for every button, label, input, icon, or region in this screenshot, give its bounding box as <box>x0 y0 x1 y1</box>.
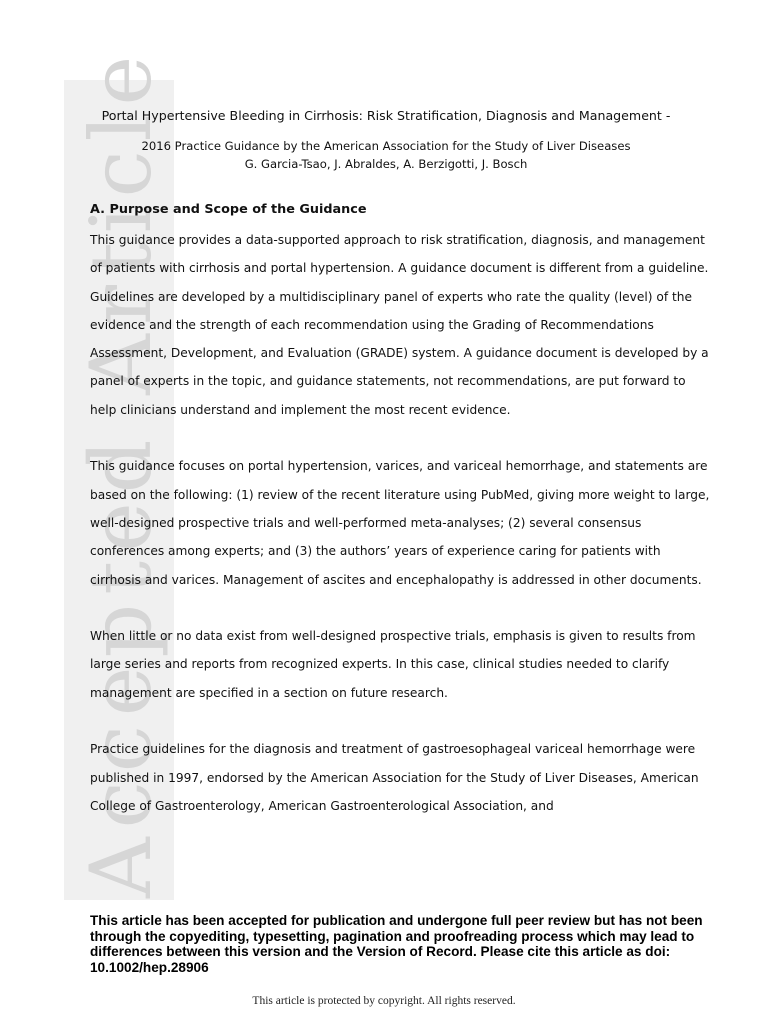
article-subtitle: 2016 Practice Guidance by the American Association for the Study of Liver Diseases <box>141 139 631 153</box>
section-body <box>90 226 710 849</box>
accepted-article-watermark: Accepted Article <box>72 46 170 898</box>
copyright-footer: This article is protected by copyright. All rights reserved. <box>252 995 516 1007</box>
body-paragraph: Practice guidelines for the diagnosis and treatment of gastroesophageal variceal hemorrhage were published in 1997, endorsed by the American Association for the Study of Liver Diseases, American College of Gastroenterology, American Gastroenterological Association, and <box>90 742 699 813</box>
section-heading: A. Purpose and Scope of the Guidance <box>90 202 367 217</box>
body-paragraph: When little or no data exist from well-designed prospective trials, emphasis is given to results from large series and reports from recognized experts. In this case, clinical studies needed to clarify management are specified in a section on future research. <box>90 629 696 700</box>
article-subtitle-block <box>86 137 686 173</box>
article-authors: G. Garcia-Tsao, J. Abraldes, A. Berzigotti, J. Bosch <box>244 157 528 171</box>
body-paragraph: This guidance provides a data-supported approach to risk stratification, diagnosis, and management of patients with cirrhosis and portal hypertension. A guidance document is different from a guideline. Guidelines are developed by a multidisciplinary panel of experts who rate the quality (level) of the evidence and the strength of each recommendation using the Grading of Recommendations Assessment, Development, and Evaluation (GRADE) system. A guidance document is developed by a panel of experts in the topic, and guidance statements, not recommendations, are put forward to help clinicians understand and implement the most recent evidence. <box>90 233 709 417</box>
acceptance-notice: This article has been accepted for publication and undergone full peer review but has not been through the copyediting, typesetting, pagination and proofreading process which may lead to differences between this version and the Version of Record. Please cite this article as doi: 10.1002/hep.28906 <box>90 913 703 975</box>
article-title: Portal Hypertensive Bleeding in Cirrhosis: Risk Stratification, Diagnosis and Management - <box>101 108 671 123</box>
body-paragraph: This guidance focuses on portal hypertension, varices, and variceal hemorrhage, and statements are based on the following: (1) review of the recent literature using PubMed, giving more weight to large, well-designed prospective trials and well-performed meta-analyses; (2) several consensus conferences among experts; and (3) the authors’ years of experience caring for patients with cirrhosis and varices. Management of ascites and encephalopathy is addressed in other documents. <box>90 459 710 587</box>
